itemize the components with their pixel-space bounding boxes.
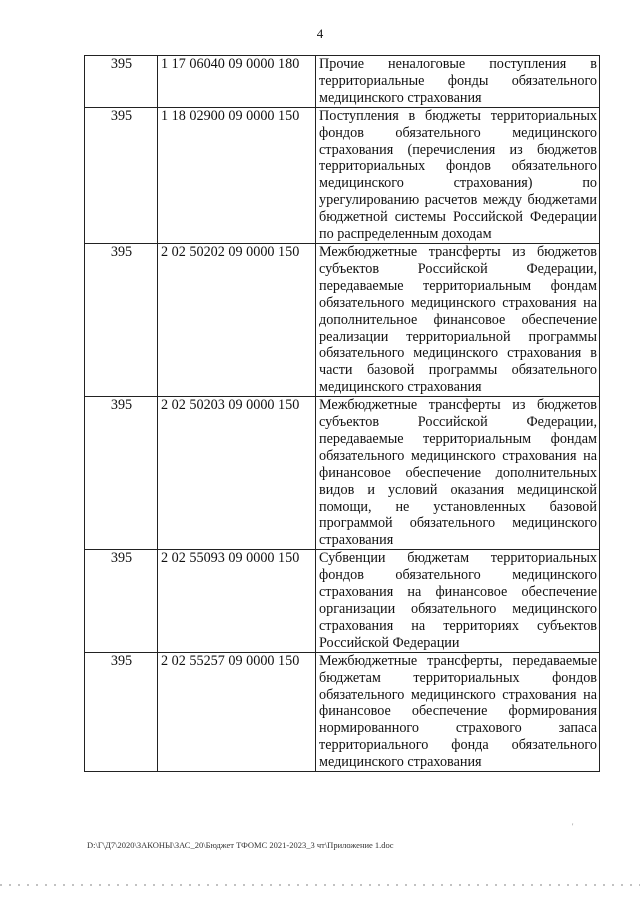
classification-code-cell: 2 02 55257 09 0000 150	[158, 652, 316, 771]
table-row	[85, 397, 600, 550]
budget-revenue-table	[84, 55, 600, 772]
footer-file-path: D:\Г\Д7\2020\ЗАКОНЫ\ЗАС_20\Бюджет ТФОМС 2021-2023_3 чт\Приложение 1.doc	[87, 840, 394, 850]
page-number: 4	[316, 26, 324, 41]
scan-artifact-divider	[0, 884, 640, 886]
admin-code-cell: 395	[85, 56, 158, 108]
admin-code-cell: 395	[85, 107, 158, 243]
revenue-name-cell: Субвенции бюджетам территориальных фондов обязательного медицинского страхования на финансовое обеспечение организации обязательного медицинского страхования на территориях субъектов Российской Федерации	[316, 550, 600, 652]
revenue-name-cell: Межбюджетные трансферты, передаваемые бюджетам территориальных фондов обязательного медицинского страхования на финансовое обеспечение формирования нормированного страхового запаса территориального фонда обязательного медицинского страхования	[316, 652, 600, 771]
table-row	[85, 243, 600, 396]
revenue-name-cell: Поступления в бюджеты территориальных фондов обязательного медицинского страхования (перечисления из бюджетов территориальных фондов обязательного медицинского страхования) по урегулированию расчетов между бюджетами бюджетной системы Российской Федерации по распределенным доходам	[316, 107, 600, 243]
revenue-name-cell: Межбюджетные трансферты из бюджетов субъектов Российской Федерации, передаваемые территориальным фондам обязательного медицинского страхования на дополнительное финансовое обеспечение реализации территориальной программы обязательного медицинского страхования в части базовой программы обязательного медицинского страхования	[316, 243, 600, 396]
table-row	[85, 56, 600, 108]
classification-code-cell: 2 02 50202 09 0000 150	[158, 243, 316, 396]
table-row	[85, 550, 600, 652]
classification-code-cell: 1 17 06040 09 0000 180	[158, 56, 316, 108]
admin-code-cell: 395	[85, 397, 158, 550]
admin-code-cell: 395	[85, 243, 158, 396]
admin-code-cell: 395	[85, 550, 158, 652]
classification-code-cell: 2 02 55093 09 0000 150	[158, 550, 316, 652]
revenue-name-cell: Межбюджетные трансферты из бюджетов субъектов Российской Федерации, передаваемые территориальным фондам обязательного медицинского страхования на финансовое обеспечение дополнительных видов и условий оказания медицинской помощи, не установленных базовой программой обязательного медицинского страхования	[316, 397, 600, 550]
revenue-name-cell: Прочие неналоговые поступления в территориальные фонды обязательного медицинского страхования	[316, 56, 600, 108]
classification-code-cell: 1 18 02900 09 0000 150	[158, 107, 316, 243]
corner-mark: '	[572, 822, 574, 831]
admin-code-cell: 395	[85, 652, 158, 771]
table-row	[85, 107, 600, 243]
classification-code-cell: 2 02 50203 09 0000 150	[158, 397, 316, 550]
table-row	[85, 652, 600, 771]
